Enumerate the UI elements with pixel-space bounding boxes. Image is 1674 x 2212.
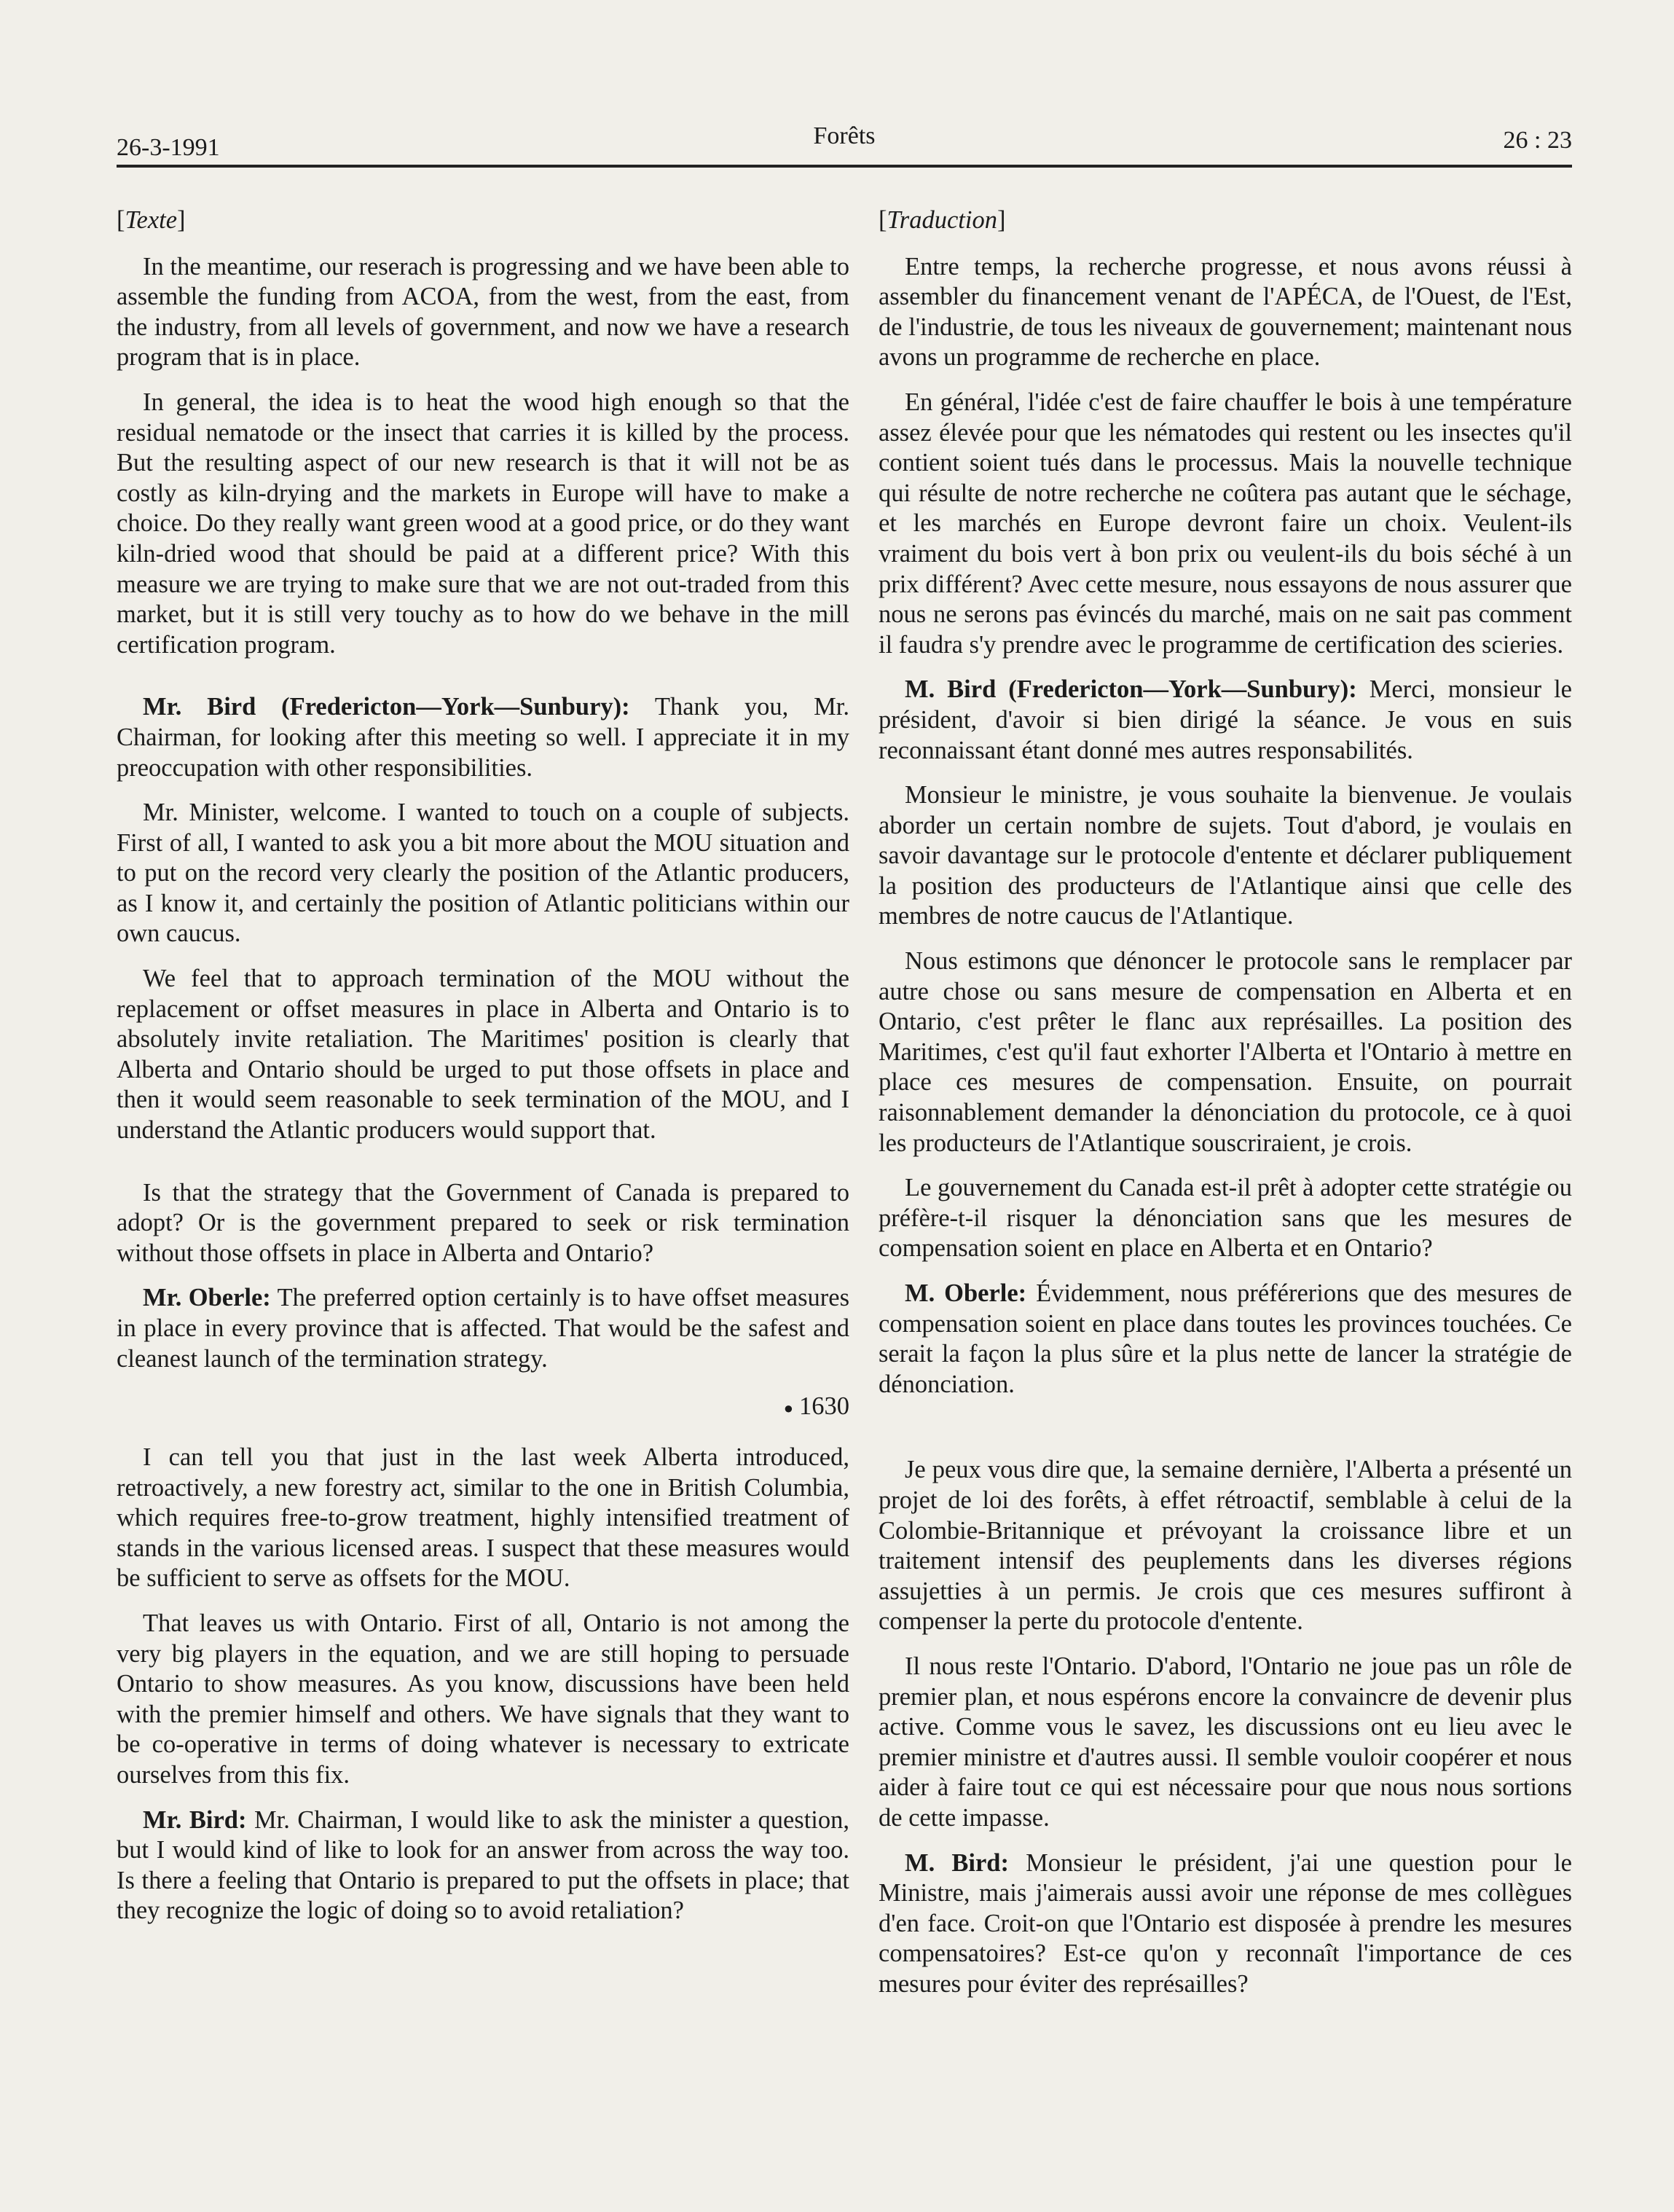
paragraph: We feel that to approach termination of the MOU without the replacement or offset measures in place in Alberta and Ontario is to absolutely invite retaliation. The Maritimes' position is clearly that Alberta and Ontario should be urged to put those offsets in place and then it would seem reasonable to seek termination of the MOU, and I understand the Atlantic producers would support that. (117, 965, 849, 1145)
paragraph: Il nous reste l'Ontario. D'abord, l'Ontario ne joue pas un rôle de premier plan, et nous espérons encore la convaincre de devenir plus active. Comme vous le savez, les discussions ont eu lieu avec le premier ministre et d'autres aussi. Il semble vouloir coopérer et nous aider à faire tout ce qui est nécessaire pour que nous nous sortions de cette impasse. (879, 1652, 1572, 1832)
column-label: [Texte] (117, 206, 186, 234)
paragraph: Mr. Bird (Fredericton—York—Sunbury): Thank you, Mr. Chairman, for looking after this meeting so well. I appreciate it in my preoccupation with other responsibilities. (117, 693, 849, 782)
header-title: Forêts (813, 122, 876, 149)
header-page-number: 26 : 23 (1503, 127, 1572, 154)
speaker-name: M. Oberle: (905, 1279, 1027, 1307)
paragraph: Mr. Oberle: The preferred option certainly is to have offset measures in place in every province that is affected. That would be the safest and cleanest launch of the termination strategy. (117, 1284, 849, 1373)
header-date: 26-3-1991 (117, 134, 220, 161)
speaker-name: M. Bird: (905, 1848, 1009, 1877)
paragraph: Mr. Minister, welcome. I wanted to touch on a couple of subjects. First of all, I wanted to ask you a bit more about the MOU situation and to put on the record very clearly the position of the Atlantic producers, as I know it, and certainly the position of Atlantic politicians within our own caucus. (117, 799, 849, 948)
paragraph: Nous estimons que dénoncer le protocole sans le remplacer par autre chose ou sans mesure de compensation en Alberta et en Ontario, c'est prêter le flanc aux représailles. La position des Maritimes, c'est qu'il faut exhorter l'Alberta et l'Ontario à mettre en place ces mesures de compensation. Ensuite, on pourrait raisonnablement demander la dénonciation du protocole, ce à quoi les producteurs de l'Atlantique souscriraient, je crois. (879, 947, 1572, 1157)
paragraph: I can tell you that just in the last week Alberta introduced, retroactively, a new forestry act, similar to the one in British Columbia, which requires free-to-grow treatment, highly intensified treatment of stands in the various licensed areas. I suspect that these measures would be sufficient to serve as offsets for the MOU. (117, 1443, 849, 1593)
column-label: [Traduction] (879, 206, 1006, 234)
speaker-name: Mr. Oberle: (143, 1284, 271, 1312)
paragraph: En général, l'idée c'est de faire chauffer le bois à une température assez élevée pour que les nématodes qui restent ou les insectes qu'il contient soient tués dans le processus. Mais la nouvelle technique qui résulte de notre recherche ne coûtera pas autant que le séchage, et les marchés en Europe devront faire un choix. Veulent-ils vraiment du bois vert à bon prix ou veulent-ils du bois séché à un prix différent? Avec cette mesure, nous essayons de nous assurer que nous ne serons pas évincés du marché, mais on ne sait pas comment il faudra s'y prendre avec le programme de certification des scieries. (879, 388, 1572, 659)
running-header (117, 122, 1572, 163)
time-marker: ● 1630 (783, 1392, 849, 1421)
french-column (879, 205, 1572, 2014)
paragraph: That leaves us with Ontario. First of all, Ontario is not among the very big players in the equation, and we are still hoping to persuade Ontario to show measures. As you know, discussions have been held with the premier himself and others. We have signals that they want to be co-operative in terms of doing whatever is necessary to extricate ourselves from this fix. (117, 1609, 849, 1789)
paragraph: Mr. Bird: Mr. Chairman, I would like to ask the minister a question, but I would kind of like to look for an answer from across the way too. Is there a feeling that Ontario is prepared to put the offsets in place; that they recognize the logic of doing so to avoid retaliation? (117, 1805, 849, 1925)
paragraph: Is that the strategy that the Government of Canada is prepared to adopt? Or is the government prepared to seek or risk termination without those offsets in place in Alberta and Ontario? (117, 1178, 849, 1267)
speaker-name: Mr. Bird: (143, 1805, 247, 1834)
speaker-name: M. Bird (Fredericton—York—Sunbury): (905, 675, 1357, 704)
paragraph: Monsieur le ministre, je vous souhaite la bienvenue. Je voulais aborder un certain nombre de sujets. Tout d'abord, je voulais en savoir davantage sur le protocole d'entente et déclarer publiquement la position des producteurs de l'Atlantique ainsi que celle des membres de notre caucus de l'Atlantique. (879, 781, 1572, 930)
paragraph: In general, the idea is to heat the wood high enough so that the residual nematode or the insect that carries it is killed by the process. But the resulting aspect of our new research is that it will not be as costly as kiln-drying and the markets in Europe will have to make a choice. Do they really want green wood at a good price, or do they want kiln-dried wood that should be paid at a different price? With this measure we are trying to make sure that we are not out-traded from this market, but it is still very touchy as to how do we behave in the mill certification program. (117, 388, 849, 659)
english-column (117, 205, 849, 1941)
paragraph: Entre temps, la recherche progresse, et nous avons réussi à assembler du financement venant de l'APÉCA, de l'Ouest, de l'Est, de l'industrie, de tous les niveaux de gouvernement; maintenant nous avons un programme de recherche en place. (879, 252, 1572, 372)
header-rule (117, 165, 1572, 168)
paragraph: M. Bird: Monsieur le président, j'ai une question pour le Ministre, mais j'aimerais aussi avoir une réponse de mes collègues d'en face. Croit-on que l'Ontario est disposée à prendre les mesures compensatoires? Est-ce qu'on y reconnaît l'importance de ces mesures pour éviter des représailles? (879, 1848, 1572, 1998)
paragraph: Je peux vous dire que, la semaine dernière, l'Alberta a présenté un projet de loi des forêts, à effet rétroactif, semblable à celui de la Colombie-Britannique et prévoyant la croissance libre et un traitement intensif des peuplements dans les diverses régions assujetties à un permis. Je crois que ces mesures suffiront à compenser la perte du protocole d'entente. (879, 1456, 1572, 1636)
paragraph: M. Bird (Fredericton—York—Sunbury): Merci, monsieur le président, d'avoir si bien dirigé la séance. Je vous en suis reconnaissant étant donné mes autres responsabilités. (879, 675, 1572, 764)
paragraph: In the meantime, our reserach is progressing and we have been able to assemble the funding from ACOA, from the west, from the east, from the industry, from all levels of government, and now we have a research program that is in place. (117, 252, 849, 372)
speaker-name: Mr. Bird (Fredericton—York—Sunbury): (143, 693, 630, 721)
bullet-icon: ● (783, 1399, 793, 1418)
paragraph: Le gouvernement du Canada est-il prêt à adopter cette stratégie ou préfère-t-il risquer la dénonciation sans que les mesures de compensation soient en place en Alberta et en Ontario? (879, 1174, 1572, 1263)
paragraph: M. Oberle: Évidemment, nous préférerions que des mesures de compensation soient en place dans toutes les provinces touchées. Ce serait la façon la plus sûre et la plus nette de lancer la stratégie de dénonciation. (879, 1279, 1572, 1398)
